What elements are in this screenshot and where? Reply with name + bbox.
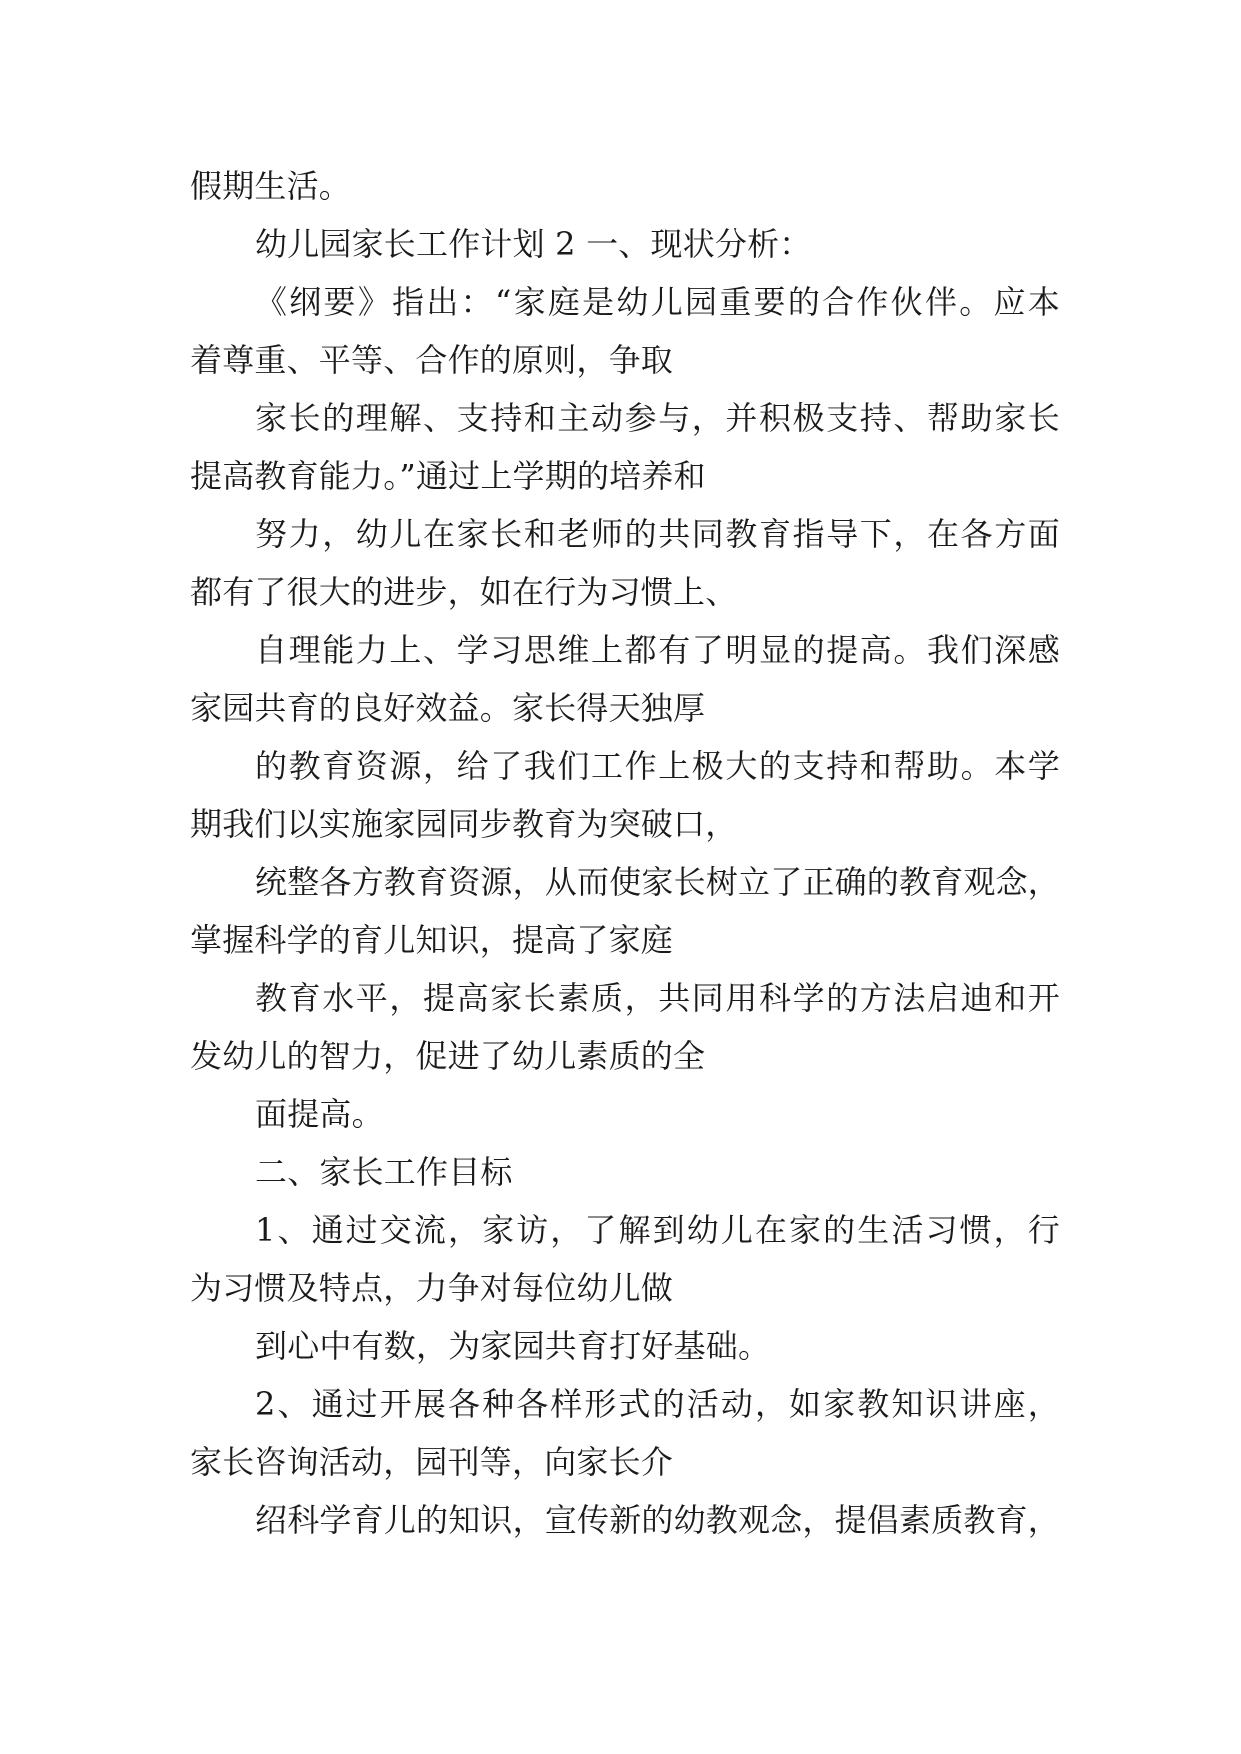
text-line: 绍科学育儿的知识，宣传新的幼教观念，提倡素质教育， (255, 1501, 1061, 1539)
text-line: 期我们以实施家园同步教育为突破口， (190, 805, 738, 843)
text-line: 面提高。 (255, 1095, 384, 1133)
text-line: 着尊重、平等、合作的原则，争取 (190, 341, 674, 379)
text-line: 提高教育能力。”通过上学期的培养和 (190, 457, 706, 495)
section-heading: 幼儿园家长工作计划 2 一、现状分析： (255, 225, 812, 263)
text-line: 的教育资源，给了我们工作上极大的支持和帮助。本学 (255, 747, 1060, 785)
text-line: 家长咨询活动，园刊等，向家长介 (190, 1443, 674, 1481)
text-line: 努力，幼儿在家长和老师的共同教育指导下，在各方面 (255, 515, 1060, 553)
text-line: 家长的理解、支持和主动参与，并积极支持、帮助家长 (255, 399, 1060, 437)
text-line: 假期生活。 (190, 167, 352, 205)
list-item: 1、通过交流，家访，了解到幼儿在家的生活习惯，行 (255, 1211, 1060, 1249)
text-line: 都有了很大的进步，如在行为习惯上、 (190, 573, 738, 611)
section-heading: 二、家长工作目标 (255, 1153, 513, 1191)
text-line: 自理能力上、学习思维上都有了明显的提高。我们深感 (255, 631, 1060, 669)
text-line: 为习惯及特点，力争对每位幼儿做 (190, 1269, 674, 1307)
document-body (190, 157, 1060, 1549)
text-line: 到心中有数，为家园共育打好基础。 (255, 1327, 771, 1365)
text-line: 《纲要》指出：“家庭是幼儿园重要的合作伙伴。应本 (255, 283, 1060, 321)
text-line: 统整各方教育资源，从而使家长树立了正确的教育观念， (255, 863, 1061, 901)
list-item: 2、通过开展各种各样形式的活动，如家教知识讲座， (255, 1385, 1060, 1423)
text-line: 发幼儿的智力，促进了幼儿素质的全 (190, 1037, 706, 1075)
text-line: 家园共育的良好效益。家长得天独厚 (190, 689, 706, 727)
text-line: 掌握科学的育儿知识，提高了家庭 (190, 921, 674, 959)
text-line: 教育水平，提高家长素质，共同用科学的方法启迪和开 (255, 979, 1060, 1017)
